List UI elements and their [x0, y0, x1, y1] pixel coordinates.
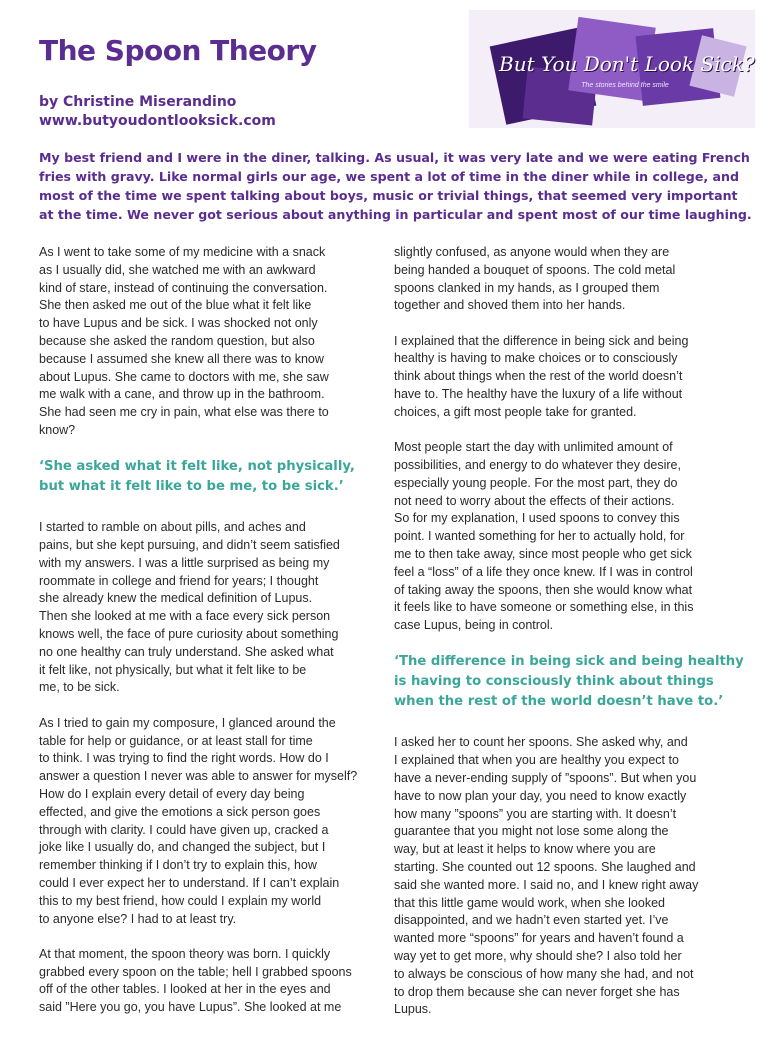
- text-line: but what it felt like to be me, to be sick.’: [39, 479, 344, 495]
- pull-quote: [39, 457, 369, 497]
- byline: [39, 93, 276, 131]
- text-line: ‘The difference in being sick and being healthy: [394, 654, 744, 670]
- text-line: to anyone else? I had to at least try.: [39, 911, 237, 926]
- intro-line: most of the time we spent talking about boys, music or trivial things, that seemed very important: [39, 188, 738, 203]
- text-line: no one healthy can truly understand. She asked what: [39, 644, 334, 659]
- text-line: grabbed every spoon on the table; hell I grabbed spoons: [39, 964, 352, 979]
- text-line: wanted more “spoons” for years and haven’t found a: [394, 931, 684, 946]
- text-line: I started to ramble on about pills, and aches and: [39, 520, 306, 535]
- text-line: Lupus.: [394, 1002, 432, 1017]
- text-line: could I ever expect her to understand. If I can’t explain: [39, 875, 340, 890]
- text-line: said she wanted more. I said no, and I knew right away: [394, 877, 699, 892]
- text-line: roommate in college and friend for years; I thought: [39, 573, 319, 588]
- text-line: to drop them because she can never forget she has: [394, 984, 680, 999]
- text-line: joke like I usually do, and changed the subject, but I: [39, 840, 326, 855]
- text-line: Most people start the day with unlimited amount of: [394, 440, 673, 455]
- text-line: way yet to get more, why should she? I also told her: [394, 949, 682, 963]
- text-line: through with clarity. I could have given up, cracked a: [39, 822, 329, 837]
- text-line: me walk with a cane, and throw up in the bathroom.: [39, 387, 325, 402]
- intro-line: My best friend and I were in the diner, talking. As usual, it was very late and we were eating French: [39, 150, 750, 165]
- text-line: As I went to take some of my medicine with a snack: [39, 245, 326, 259]
- body-paragraph: [394, 333, 739, 422]
- text-line: to have Lupus and be sick. I was shocked not only: [39, 316, 318, 331]
- text-line: knows well, the face of pure curiosity about something: [39, 627, 339, 642]
- text-line: pains, but she kept pursuing, and didn’t seem satisfied: [39, 538, 340, 553]
- text-line: case Lupus, being in control.: [394, 618, 554, 633]
- text-line: So for my explanation, I used spoons to convey this: [394, 511, 680, 526]
- text-line: she already knew the medical definition of Lupus.: [39, 591, 313, 606]
- body-paragraph: [394, 244, 739, 315]
- text-line: know?: [39, 422, 76, 437]
- text-line: because I assumed she knew all there was to know: [39, 351, 324, 366]
- text-line: with my answers. I was a little surprised as being my: [39, 555, 330, 570]
- text-line: healthy is having to make choices or to consciously: [394, 351, 678, 366]
- text-line: especially young people. For the most part, they do: [394, 475, 678, 490]
- body-paragraph: [39, 519, 369, 697]
- intro-line: at the time. We never got serious about anything in particular and spent most of our time laughing.: [39, 207, 752, 222]
- intro-paragraph: [39, 148, 752, 224]
- body-paragraph: [394, 734, 739, 1019]
- text-line: At that moment, the spoon theory was born. I quickly: [39, 946, 331, 961]
- text-line: this to my best friend, how could I explain my world: [39, 893, 322, 908]
- text-line: because she asked the random question, but also: [39, 333, 315, 348]
- right-column: [394, 244, 744, 1037]
- page-title: The Spoon Theory: [39, 34, 317, 67]
- pull-quote: [394, 652, 744, 712]
- text-line: of taking away the spoons, then she would know what: [394, 582, 693, 597]
- text-line: She had seen me cry in pain, what else was there to: [39, 405, 329, 420]
- site-logo: [469, 10, 755, 128]
- text-line: to think. I was trying to find the right words. How do I: [39, 751, 329, 766]
- text-line: off of the other tables. I looked at her in the eyes and: [39, 982, 331, 997]
- text-line: starting. She counted out 12 spoons. She laughed and: [394, 860, 696, 875]
- text-line: answer a question I never was able to answer for myself?: [39, 769, 358, 784]
- left-column: [39, 244, 369, 1034]
- text-line: I asked her to count her spoons. She asked why, and: [394, 735, 688, 750]
- text-line: How do I explain every detail of every day being: [39, 786, 305, 801]
- body-paragraph: [39, 244, 369, 440]
- text-line: slightly confused, as anyone would when they are: [394, 245, 670, 259]
- text-line: Then she looked at me with a face every sick person: [39, 609, 331, 624]
- text-line: possibilities, and energy to do whatever they desire,: [394, 457, 681, 472]
- text-line: way, but at least it helps to know where you are: [394, 842, 656, 857]
- text-line: feel a “loss” of a life they once knew. If I was in control: [394, 564, 693, 579]
- text-line: as I usually did, she watched me with an awkward: [39, 262, 316, 277]
- text-line: kind of stare, instead of continuing the conversation.: [39, 280, 328, 295]
- body-paragraph: [39, 715, 369, 929]
- text-line: ‘She asked what it felt like, not physically,: [39, 459, 355, 475]
- text-line: disappointed, and we hadn’t even started yet. I’ve: [394, 913, 669, 928]
- text-line: have a never-ending supply of ”spoons”. But when you: [394, 771, 697, 786]
- text-line: She then asked me out of the blue what it felt like: [39, 298, 312, 313]
- text-line: when the rest of the world doesn’t have to.’: [394, 694, 724, 710]
- intro-line: fries with gravy. Like normal girls our age, we spent a lot of time in the diner while in college, and: [39, 169, 740, 184]
- text-line: As I tried to gain my composure, I glanced around the: [39, 715, 336, 730]
- body-paragraph: [394, 439, 739, 635]
- author-name: by Christine Miserandino: [39, 94, 237, 110]
- text-line: I explained that the difference in being sick and being: [394, 333, 689, 348]
- logo-text: But You Don't Look Sick?: [499, 52, 755, 76]
- text-line: choices, a gift most people take for granted.: [394, 404, 637, 419]
- text-line: not need to worry about the effects of their actions.: [394, 493, 675, 508]
- text-line: it feels like to have someone or something else, in this: [394, 600, 694, 615]
- text-line: point. I wanted something for her to actually hold, for: [394, 529, 685, 544]
- text-line: have to now plan your day, you need to know exactly: [394, 788, 687, 803]
- text-line: it felt like, not physically, but what it felt like to be: [39, 662, 307, 677]
- text-line: spoons clanked in my hands, as I grouped them: [394, 280, 660, 295]
- text-line: have to. The healthy have the luxury of a life without: [394, 387, 683, 402]
- text-line: guarantee that you might not lose some along the: [394, 824, 669, 839]
- body-paragraph: [39, 946, 369, 1017]
- text-line: said ”Here you go, you have Lupus”. She looked at me: [39, 1000, 342, 1015]
- text-line: together and shoved them into her hands.: [394, 298, 626, 313]
- logo-tagline: The stories behind the smile: [581, 82, 669, 89]
- text-line: I explained that when you are healthy you expect to: [394, 753, 679, 768]
- text-line: to always be conscious of how many she had, and not: [394, 966, 694, 981]
- text-line: table for help or guidance, or at least stall for time: [39, 733, 313, 748]
- website-link[interactable]: www.butyoudontlooksick.com: [39, 113, 276, 129]
- text-line: how many ”spoons” you are starting with. It doesn’t: [394, 806, 677, 821]
- text-line: that this little game would work, when she looked: [394, 895, 665, 910]
- text-line: me, to be sick.: [39, 680, 120, 695]
- text-line: remember thinking if I don’t try to explain this, how: [39, 858, 317, 873]
- text-line: about Lupus. She came to doctors with me, she saw: [39, 369, 329, 384]
- text-line: being handed a bouquet of spoons. The cold metal: [394, 262, 676, 277]
- text-line: effected, and give the emotions a sick person goes: [39, 804, 321, 819]
- text-line: me to then take away, since most people who get sick: [394, 546, 692, 561]
- text-line: is having to consciously think about things: [394, 674, 714, 690]
- text-line: think about things when the rest of the world doesn’t: [394, 369, 683, 384]
